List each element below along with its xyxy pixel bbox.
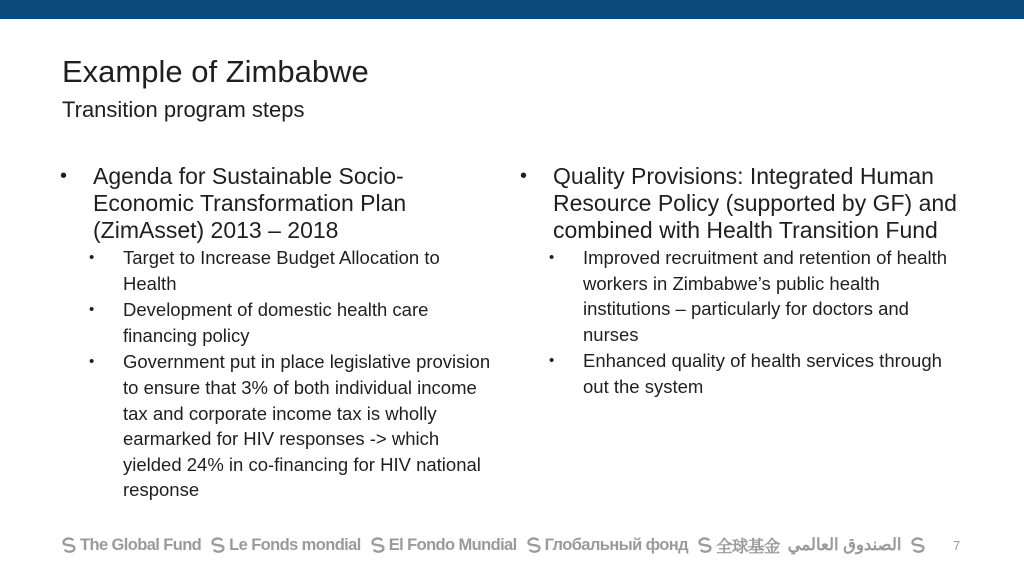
- bullet-icon: •: [520, 165, 528, 187]
- global-fund-logo-icon: [369, 536, 387, 554]
- footer-name-ar: الصندوق العالمي: [787, 536, 902, 554]
- left-heading-item: [58, 163, 498, 244]
- bullet-icon: •: [89, 301, 95, 319]
- page-number: 7: [953, 538, 961, 553]
- bullet-icon: •: [549, 352, 555, 370]
- footer-name-zh: 全球基金: [716, 538, 780, 556]
- global-fund-logo-icon: [60, 536, 78, 554]
- right-heading-text: Quality Provisions: Integrated Human Resource Policy (supported by GF) and combined with Health Transition Fund: [553, 163, 957, 243]
- bullet-icon: •: [60, 165, 68, 187]
- top-bar: [0, 0, 1024, 19]
- list-item: [58, 297, 498, 348]
- global-fund-logo-icon: [525, 536, 543, 554]
- list-item: [58, 245, 498, 296]
- bullet-icon: •: [89, 353, 95, 371]
- right-column: [518, 163, 968, 400]
- list-item-text: Development of domestic health care financing policy: [123, 299, 429, 346]
- global-fund-logo-icon: [209, 536, 227, 554]
- footer-name-en: The Global Fund: [80, 535, 202, 554]
- global-fund-logo-icon: [696, 536, 714, 554]
- footer-name-ru: Глобальный фонд: [544, 535, 689, 554]
- page-subtitle: Transition program steps: [62, 97, 305, 122]
- list-item: [518, 245, 968, 347]
- list-item-text: Target to Increase Budget Allocation to Health: [123, 247, 440, 294]
- list-item-text: Government put in place legislative provision to ensure that 3% of both individual income tax and corporate income tax is wholly earmarked for HIV responses -> which yielded 24% in co-financing for HIV national response: [123, 351, 491, 501]
- global-fund-logo-icon: [909, 536, 927, 554]
- page-title: Example of Zimbabwe: [62, 54, 369, 89]
- list-item: [518, 348, 968, 399]
- footer-name-es: El Fondo Mundial: [388, 535, 517, 554]
- list-item-text: Enhanced quality of health services through out the system: [583, 350, 942, 397]
- footer-name-fr: Le Fonds mondial: [229, 535, 361, 554]
- bullet-icon: •: [89, 249, 95, 266]
- footer-logos: [60, 533, 929, 557]
- bullet-icon: •: [549, 249, 555, 266]
- left-column: [58, 163, 498, 503]
- list-item: [58, 349, 498, 503]
- right-heading-item: [518, 163, 968, 244]
- list-item-text: Improved recruitment and retention of health workers in Zimbabwe’s public health institutions – particularly for doctors and nurses: [583, 247, 948, 345]
- left-heading-text: Agenda for Sustainable Socio-Economic Transformation Plan (ZimAsset) 2013 – 2018: [93, 163, 407, 243]
